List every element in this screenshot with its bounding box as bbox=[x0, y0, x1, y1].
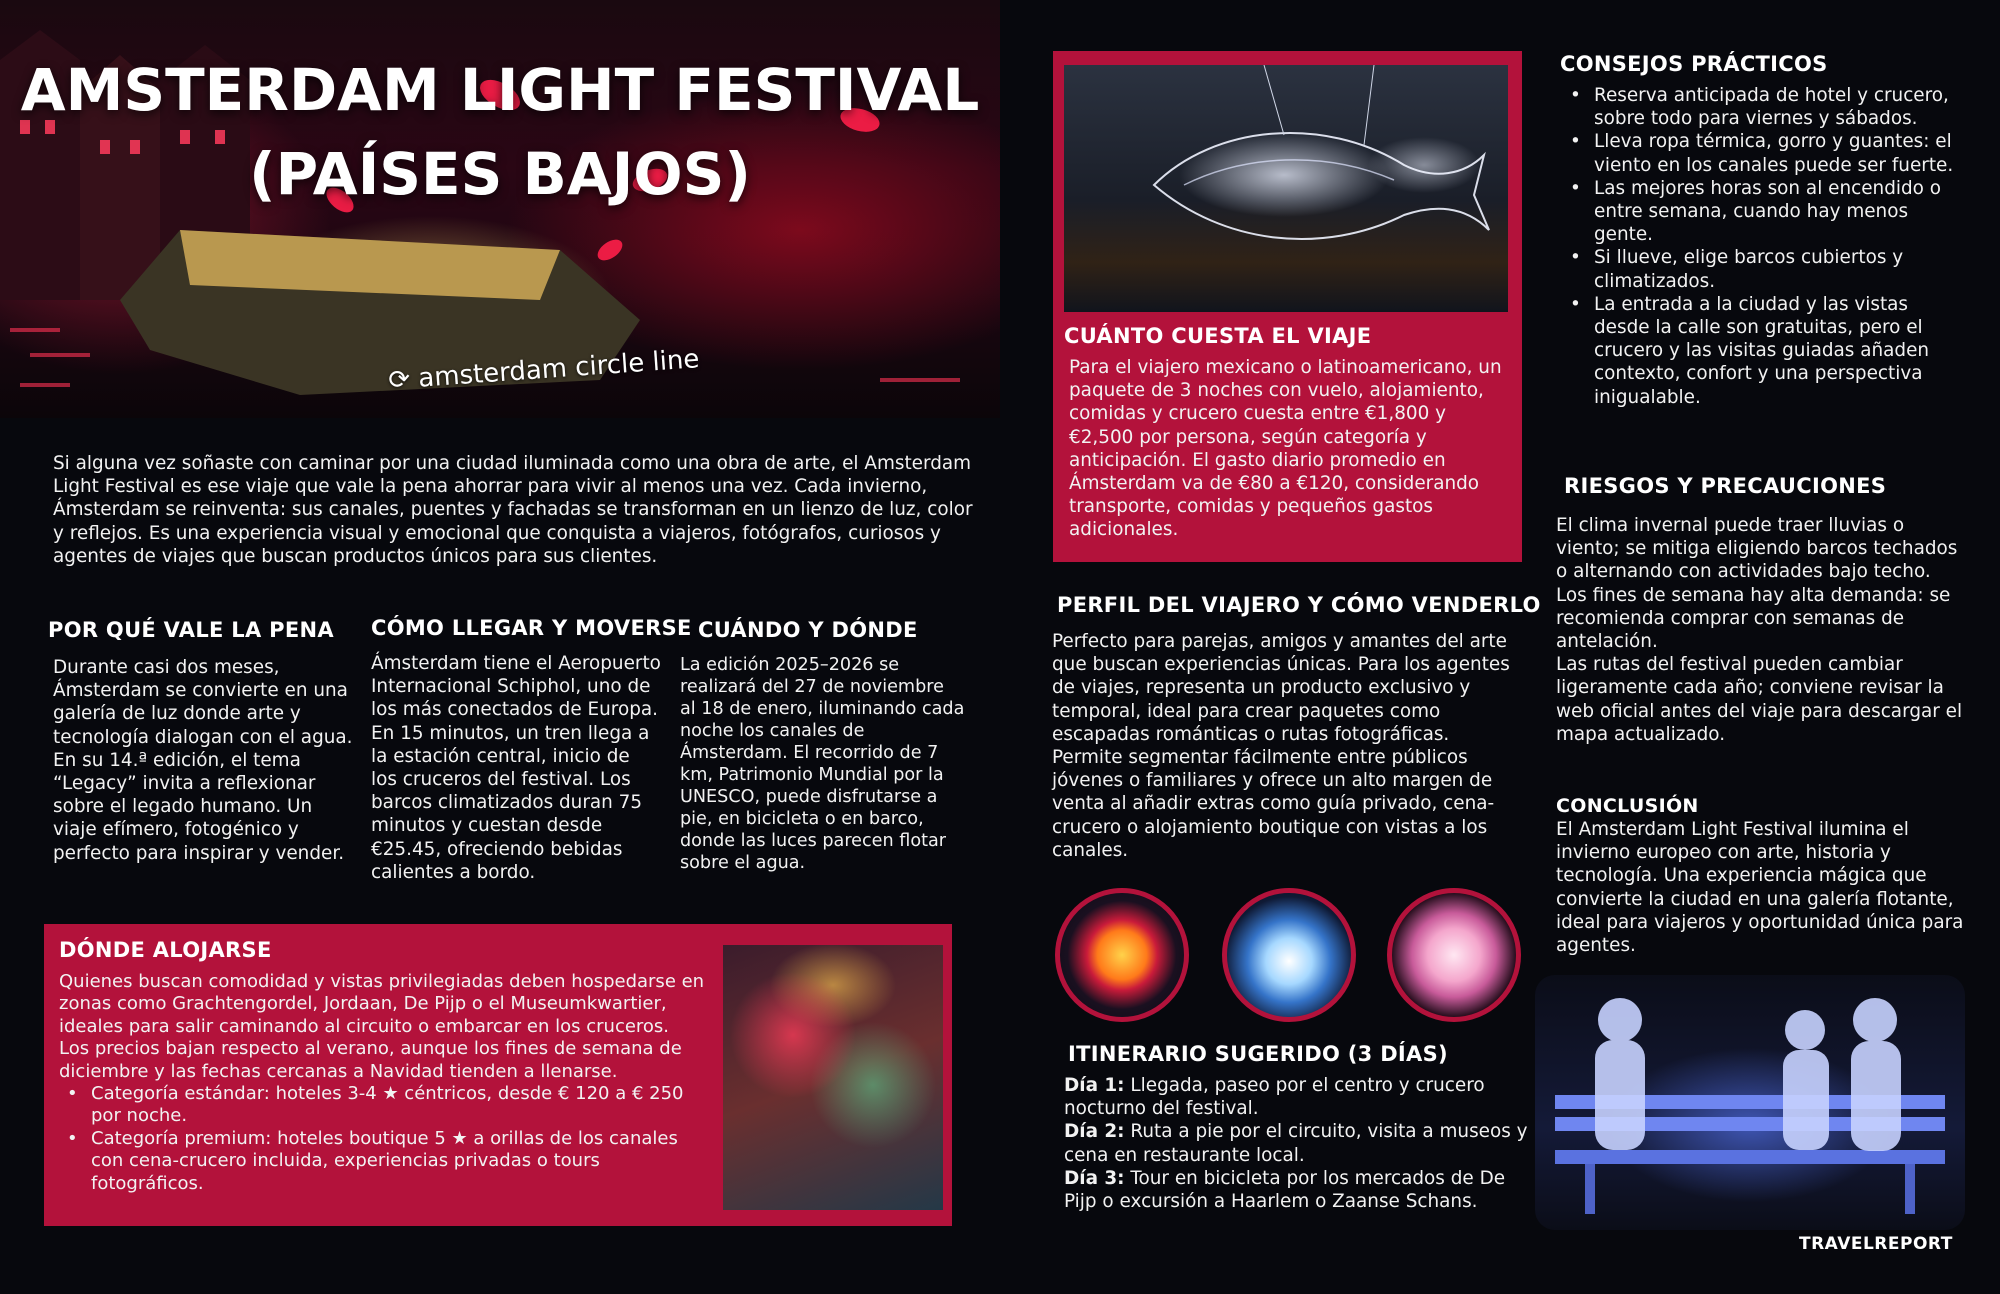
cuanto-text: Para el viajero mexicano o latinoamericano, un paquete de 3 noches con vuelo, alojamiento, comidas y crucero cuesta entre €1,800 y €2,500 por persona, según categoría y anticipación. El gasto diario promedio en Ámsterdam va de €80 a €120, considerando transporte, comidas y pequeños gastos adicionales. bbox=[1069, 357, 1502, 541]
como-llegar-text: Ámsterdam tiene el Aeropuerto Internacional Schiphol, uno de los más conectados de Europa. En 15 minutos, un tren llega a la estación central, inicio de los cruceros del festival. Los barcos climatizados duran 75 minutos y cuestan desde €25.45, ofreciendo bebidas calientes a bordo. bbox=[371, 653, 661, 883]
como-llegar-heading: CÓMO LLEGAR Y MOVERSE bbox=[371, 616, 692, 640]
riesgos-paragraph-2: Las rutas del festival pueden cambiar ligeramente cada año; conviene revisar la web oficial antes del viaje para descargar el mapa actualizado. bbox=[1556, 654, 1963, 745]
day-label: Día 3: bbox=[1064, 1167, 1125, 1189]
circle-line-icon: ⟳ bbox=[387, 363, 420, 396]
bench-graphic bbox=[1535, 975, 1965, 1230]
light-fish-sculpture-photo bbox=[1064, 65, 1508, 312]
alojarse-body bbox=[59, 971, 709, 1195]
list-item: • Categoría estándar: hoteles 3-4 ★ céntricos, desde € 120 a € 250 por noche. bbox=[59, 1083, 709, 1128]
itinerary-day-2 bbox=[1064, 1120, 1534, 1166]
por-que-text: Durante casi dos meses, Ámsterdam se convierte en una galería de luz donde arte y tecnología dialogan con el agua. En su 14.ª edición, el tema “Legacy” invita a reflexionar sobre el legado humano. Un viaje efímero, fotogénico y perfecto para inspirar y vender. bbox=[53, 657, 353, 864]
day-label: Día 2: bbox=[1064, 1121, 1125, 1143]
list-item: • Categoría premium: hoteles boutique 5 ★ a orillas de los canales con cena-crucero incluida, experiencias privadas o tours fotográficos. bbox=[59, 1128, 709, 1195]
list-item: • Lleva ropa térmica, gorro y guantes: el viento en los canales puede ser fuerte. bbox=[1562, 130, 1962, 176]
hero-photo bbox=[0, 0, 1000, 418]
light-tunnel-photo bbox=[1055, 888, 1189, 1022]
list-item: • Las mejores horas son al encendido o entre semana, cuando hay menos gente. bbox=[1562, 177, 1962, 247]
cuando-heading: CUÁNDO Y DÓNDE bbox=[698, 618, 918, 642]
por-que-heading: POR QUÉ VALE LA PENA bbox=[48, 618, 334, 642]
riesgos-paragraph-1: El clima invernal puede traer lluvias o viento; se mitiga eligiendo barcos techados o alternando con actividades bajo techo. Los fines de semana hay alta demanda: se recomienda comprar con semanas de antelación. bbox=[1556, 515, 1958, 653]
page-title bbox=[0, 48, 1000, 216]
canal-boat-lights-photo bbox=[1222, 888, 1356, 1022]
title-line-1: AMSTERDAM LIGHT FESTIVAL bbox=[20, 56, 980, 124]
itinerario-heading: ITINERARIO SUGERIDO (3 DÍAS) bbox=[1068, 1042, 1448, 1066]
consejos-heading: CONSEJOS PRÁCTICOS bbox=[1560, 52, 1828, 76]
conclusion-heading: CONCLUSIÓN bbox=[1556, 795, 1699, 817]
day-text: Ruta a pie por el circuito, visita a museos y cena en restaurante local. bbox=[1064, 1121, 1528, 1166]
bench-sculpture-photo bbox=[1535, 975, 1965, 1230]
illuminated-building-photo bbox=[723, 945, 943, 1210]
conclusion-text: El Amsterdam Light Festival ilumina el invierno europeo con arte, historia y tecnología. Una experiencia mágica que convierte la ciudad en una galería flotante, ideal para viajeros y oportunidad única para agentes. bbox=[1556, 819, 1964, 957]
travelreport-logo: TRAVELREPORT bbox=[1799, 1234, 1953, 1254]
alojarse-paragraph-2: Los precios bajan respecto al verano, aunque los fines de semana de diciembre y las fechas cercanas a Navidad tienden a llenarse. bbox=[59, 1038, 682, 1082]
consejos-list bbox=[1562, 84, 1962, 409]
list-item: • La entrada a la ciudad y las vistas desde la calle son gratuitas, pero el crucero y las visitas guiadas añaden contexto, confort y una perspectiva inigualable. bbox=[1562, 293, 1962, 409]
riesgos-heading: RIESGOS Y PRECAUCIONES bbox=[1564, 474, 1887, 498]
alojarse-heading: DÓNDE ALOJARSE bbox=[59, 938, 272, 962]
cuanto-heading: CUÁNTO CUESTA EL VIAJE bbox=[1064, 324, 1372, 348]
list-item: • Si llueve, elige barcos cubiertos y climatizados. bbox=[1562, 246, 1962, 292]
intro-paragraph: Si alguna vez soñaste con caminar por una ciudad iluminada como una obra de arte, el Amsterdam Light Festival es ese viaje que vale la pena ahorrar para vivir al menos una vez. Cada invierno, Ámsterdam se reinventa: sus canales, puentes y fachadas se transforman en un lienzo de luz, color y reflejos. Es una experiencia visual y emocional que conquista a viajeros, fotógrafos, curiosos y agentes de viajes que buscan productos únicos para sus clientes. bbox=[53, 453, 973, 567]
fish-sculpture-graphic bbox=[1064, 65, 1508, 312]
light-egg-sculpture-photo bbox=[1387, 888, 1521, 1022]
boat-label-text: amsterdam circle line bbox=[417, 344, 701, 394]
itinerary-day-3 bbox=[1064, 1167, 1534, 1213]
riesgos-body bbox=[1556, 514, 1966, 746]
day-label: Día 1: bbox=[1064, 1075, 1125, 1096]
title-line-2: (PAÍSES BAJOS) bbox=[249, 140, 751, 208]
list-item: • Reserva anticipada de hotel y crucero, sobre todo para viernes y sábados. bbox=[1562, 84, 1962, 130]
cuando-text: La edición 2025–2026 se realizará del 27 de noviembre al 18 de enero, iluminando cada noche los canales de Ámsterdam. El recorrido de 7 km, Patrimonio Mundial por la UNESCO, puede disfrutarse a pie, en bicicleta o en barco, donde las luces parecen flotar sobre el agua. bbox=[680, 655, 965, 873]
perfil-heading: PERFIL DEL VIAJERO Y CÓMO VENDERLO bbox=[1057, 593, 1541, 617]
perfil-text: Perfecto para parejas, amigos y amantes del arte que buscan experiencias únicas. Para los agentes de viajes, representa un producto exclusivo y temporal, ideal para crear paquetes como escapadas románticas o rutas fotográficas. Permite segmentar fácilmente entre públicos jóvenes o familiares y ofrece un alto margen de venta al añadir extras como guía privado, cena-crucero o alojamiento boutique con vistas a los canales. bbox=[1052, 631, 1510, 861]
alojarse-paragraph-1: Quienes buscan comodidad y vistas privilegiadas deben hospedarse en zonas como Grachtengordel, Jordaan, De Pijp o el Museumkwartier, ideales para salir caminando al circuito o embarcar en los cruceros. bbox=[59, 971, 705, 1037]
alojarse-list bbox=[59, 1083, 709, 1195]
day-text: Tour en bicicleta por los mercados de De Pijp o excursión a Haarlem o Zaanse Schans. bbox=[1064, 1167, 1506, 1213]
day-text: Llegada, paseo por el centro y crucero nocturno del festival. bbox=[1064, 1075, 1485, 1120]
itinerary-day-1 bbox=[1064, 1074, 1534, 1120]
itinerario-list bbox=[1064, 1074, 1534, 1213]
